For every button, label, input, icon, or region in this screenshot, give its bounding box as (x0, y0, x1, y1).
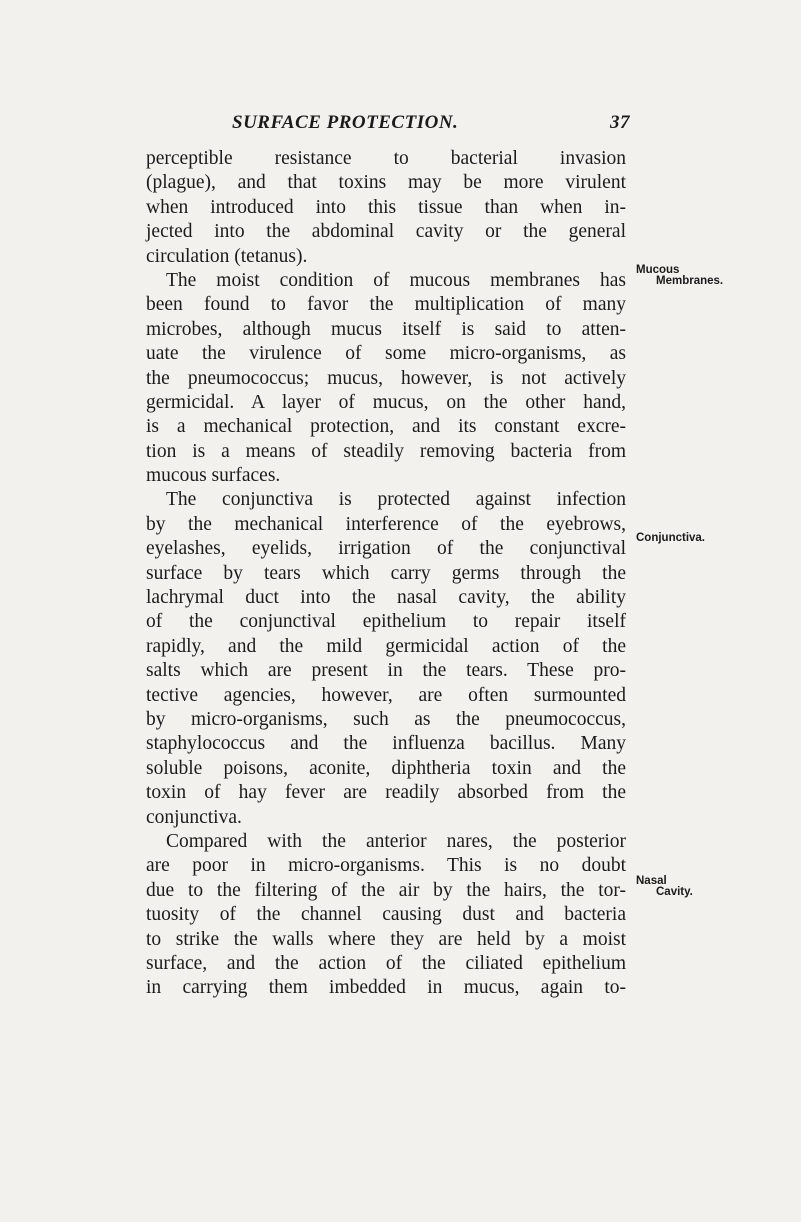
margin-note-line: Cavity. (656, 886, 693, 898)
text-line: toxin of hay fever are readily absorbed from the (146, 782, 626, 804)
text-line: conjunctiva. (146, 806, 242, 828)
margin-note-conjunctiva (636, 533, 705, 544)
text-line: tion is a means of steadily removing bacteria from (146, 440, 626, 462)
margin-note-line: Mucous (636, 264, 680, 276)
text-line: to strike the walls where they are held by a moist (146, 928, 626, 950)
text-line: circulation (tetanus). (146, 245, 308, 267)
margin-note-mucous-membranes (636, 265, 723, 287)
margin-note-nasal-cavity (636, 876, 693, 898)
margin-note-line: Membranes. (656, 275, 724, 287)
text-line: tuosity of the channel causing dust and bacteria (146, 904, 626, 926)
text-line: jected into the abdominal cavity or the general (146, 221, 626, 243)
margin-note-line: Nasal (636, 875, 667, 887)
text-line: the pneumococcus; mucus, however, is not actively (146, 367, 626, 389)
text-line: when introduced into this tissue than when in- (146, 196, 626, 218)
running-head (150, 112, 630, 134)
body-text (146, 147, 626, 1001)
text-line: lachrymal duct into the nasal cavity, the ability (146, 587, 626, 609)
text-line: surface, and the action of the ciliated epithelium (146, 952, 626, 974)
text-line: mucous surfaces. (146, 465, 281, 487)
text-line: soluble poisons, aconite, diphtheria toxin and the (146, 757, 626, 779)
text-line: perceptible resistance to bacterial invasion (146, 148, 626, 169)
running-head-title: SURFACE PROTECTION. (232, 112, 459, 133)
text-line: is a mechanical protection, and its constant excre- (146, 416, 626, 438)
page-number: 37 (610, 112, 630, 133)
text-line: of the conjunctival epithelium to repair itself (146, 611, 626, 633)
text-line: due to the filtering of the air by the hairs, the tor- (146, 879, 626, 901)
text-line: in carrying them imbedded in mucus, again to- (146, 977, 626, 999)
text-line: by micro-organisms, such as the pneumococcus, (146, 708, 626, 730)
text-line: microbes, although mucus itself is said to atten- (146, 318, 626, 340)
text-line: uate the virulence of some micro-organisms, as (146, 343, 626, 365)
text-line: salts which are present in the tears. These pro- (146, 660, 626, 682)
text-line: rapidly, and the mild germicidal action of the (146, 635, 626, 657)
text-line: The conjunctiva is protected against infection (166, 489, 626, 511)
text-line: been found to favor the multiplication of many (146, 294, 626, 316)
text-line: eyelashes, eyelids, irrigation of the conjunctival (146, 538, 626, 560)
text-line: tective agencies, however, are often surmounted (146, 684, 626, 706)
text-line: by the mechanical interference of the eyebrows, (146, 513, 626, 535)
text-line: The moist condition of mucous membranes has (166, 269, 626, 291)
text-line: surface by tears which carry germs through the (146, 562, 626, 584)
text-line: are poor in micro-organisms. This is no doubt (146, 855, 626, 877)
text-line: germicidal. A layer of mucus, on the other hand, (146, 391, 626, 413)
text-line: Compared with the anterior nares, the posterior (166, 830, 626, 852)
margin-note-line: Conjunctiva. (636, 532, 706, 544)
text-line: staphylococcus and the influenza bacillus. Many (146, 733, 626, 755)
text-line: (plague), and that toxins may be more virulent (146, 172, 626, 194)
